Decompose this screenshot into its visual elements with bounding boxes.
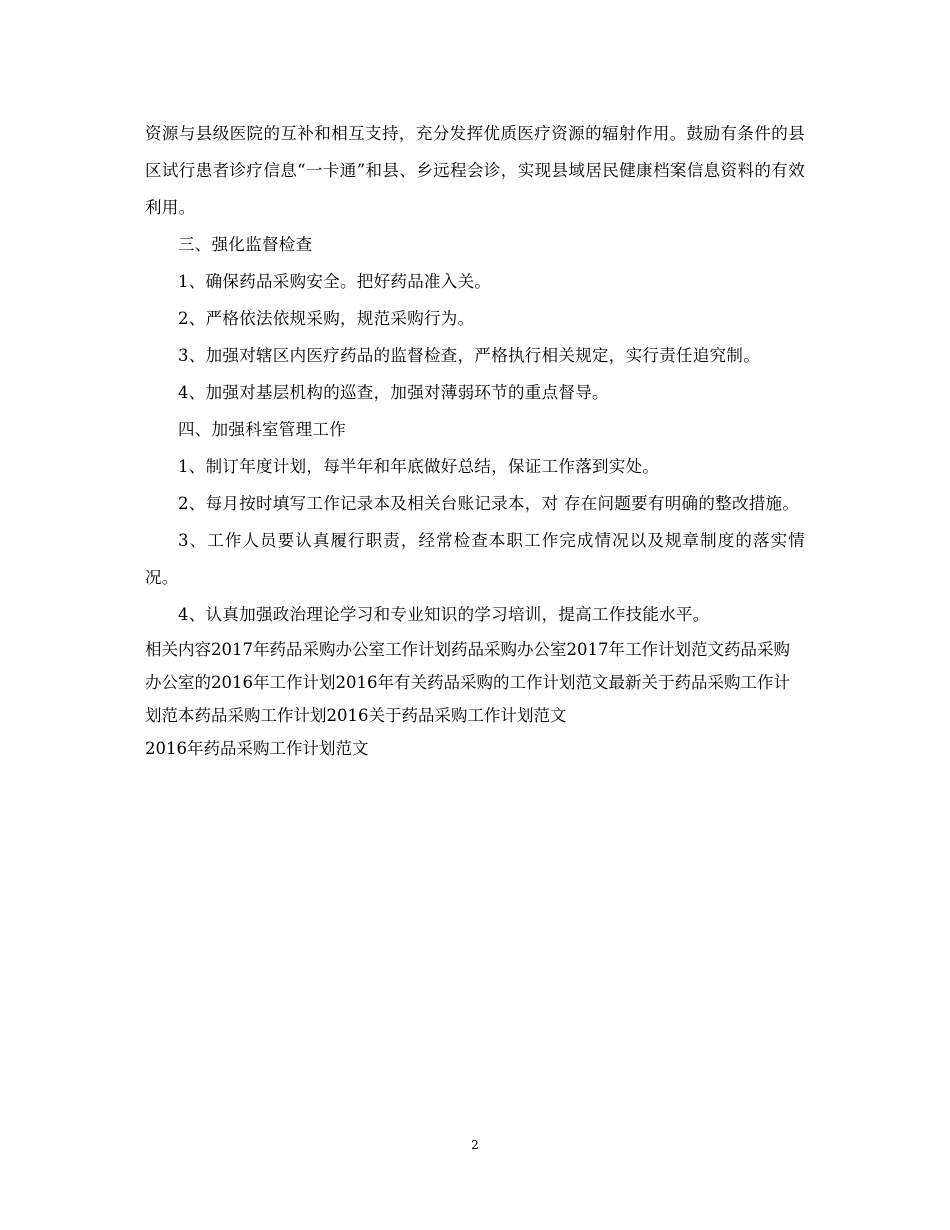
related-link[interactable]: 药品采购办公室2017年工作计划范文	[451, 640, 724, 659]
page-number: 2	[471, 1138, 479, 1152]
list-item: 2、每月按时填写工作记录本及相关台账记录本，对 存在问题要有明确的整改措施。	[178, 494, 800, 513]
paragraph-continuation: 资源与县级医院的互补和相互支持，充分发挥优质医疗资源的辐射作用。鼓励有条件的县区试行患者诊疗信息“一卡通”和县、乡远程会诊，实现县域居民健康档案信息资料的有效利用。	[145, 124, 805, 217]
document-body	[145, 115, 805, 765]
related-link[interactable]: 药品采购工作计划2016	[194, 706, 369, 725]
list-item: 1、制订年度计划，每半年和年底做好总结，保证工作落到实处。	[178, 457, 660, 476]
related-label: 相关内容	[145, 640, 211, 659]
related-link[interactable]: 2016年药品采购工作计划范文	[145, 739, 369, 758]
list-item: 1、确保药品采购安全。把好药品准入关。	[178, 272, 492, 291]
related-link[interactable]: 最新关于药品采购工作计划范本	[145, 673, 790, 725]
list-item: 4、加强对基层机构的巡查，加强对薄弱环节的重点督导。	[178, 383, 609, 402]
related-link[interactable]: 2017年药品采购办公室工作计划	[211, 640, 451, 659]
list-item: 2、严格依法依规采购，规范采购行为。	[178, 309, 475, 328]
list-item: 3、加强对辖区内医疗药品的监督检查，严格执行相关规定，实行责任追究制。	[178, 346, 760, 365]
section-heading-4: 四、加强科室管理工作	[178, 420, 346, 439]
related-link[interactable]: 药品采购办公室的2016年工作计划	[145, 640, 790, 692]
section-heading-3: 三、强化监督检查	[178, 235, 313, 254]
related-content	[145, 633, 805, 765]
related-link[interactable]: 关于药品采购工作计划范文	[368, 706, 567, 725]
list-item: 4、认真加强政治理论学习和专业知识的学习培训，提高工作技能水平。	[178, 605, 710, 624]
list-item: 3、工作人员要认真履行职责，经常检查本职工作完成情况以及规章制度的落实情况。	[145, 531, 805, 587]
related-link[interactable]: 2016年有关药品采购的工作计划范文	[335, 673, 609, 692]
